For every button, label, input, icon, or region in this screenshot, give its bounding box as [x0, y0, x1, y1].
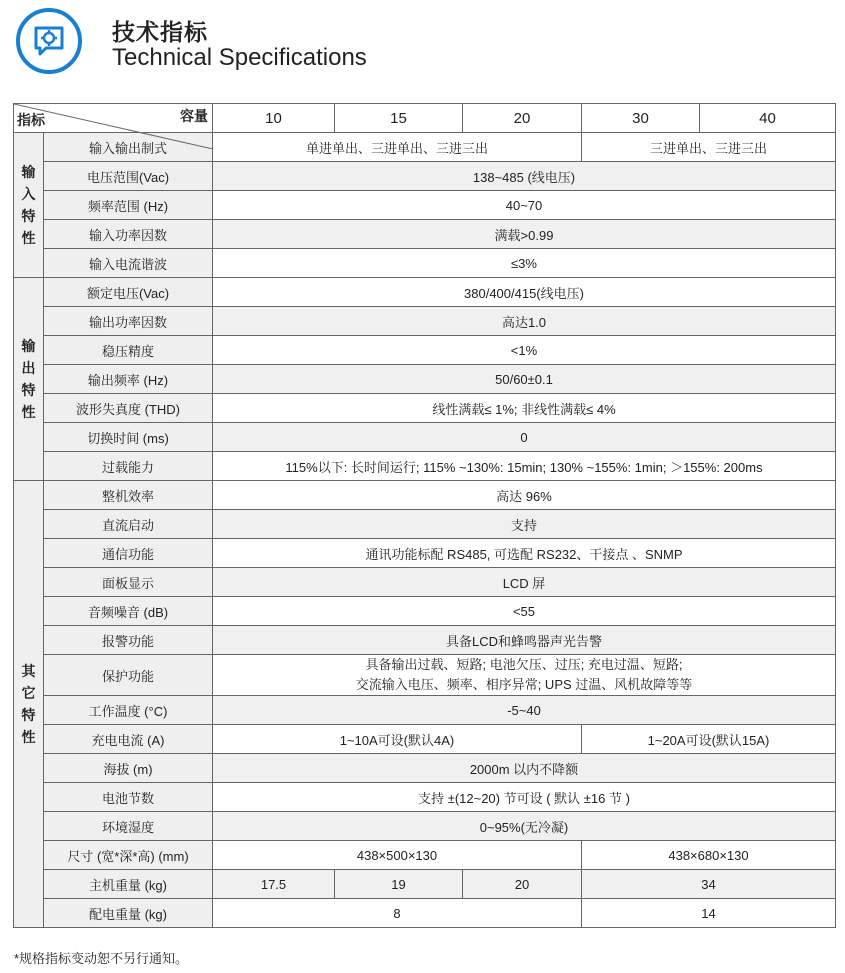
row-label: 额定电压(Vac) — [44, 278, 213, 307]
row-label: 输入功率因数 — [44, 220, 213, 249]
row-value: 支持 — [213, 510, 836, 539]
row-value: 线性满载≤ 1%; 非线性满载≤ 4% — [213, 394, 836, 423]
capacity-cell: 10 — [213, 104, 335, 133]
row-label: 充电电流 (A) — [44, 725, 213, 754]
row-value: 高达 96% — [213, 481, 836, 510]
group-input: 输 入 特 性 — [14, 133, 44, 278]
row-value: 438×680×130 — [582, 841, 836, 870]
indicator-header: 指标 — [17, 112, 45, 128]
table-header-row — [14, 104, 836, 133]
table-row — [14, 365, 836, 394]
row-label: 主机重量 (kg) — [44, 870, 213, 899]
row-label: 环境湿度 — [44, 812, 213, 841]
capacity-cell: 30 — [582, 104, 700, 133]
row-value: 1~10A可设(默认4A) — [213, 725, 582, 754]
row-value: 19 — [335, 870, 463, 899]
protection-line-2: 交流输入电压、频率、相序异常; UPS 过温、风机故障等等 — [355, 677, 693, 692]
row-label: 输入电流谐波 — [44, 249, 213, 278]
row-value: 三进单出、三进三出 — [582, 133, 836, 162]
row-label: 报警功能 — [44, 626, 213, 655]
table-row — [14, 278, 836, 307]
row-value: 1~20A可设(默认15A) — [582, 725, 836, 754]
row-value: 支持 ±(12~20) 节可设 ( 默认 ±16 节 ) — [213, 783, 836, 812]
table-row — [14, 899, 836, 928]
table-row — [14, 452, 836, 481]
capacity-header: 容量 — [180, 108, 208, 124]
row-value: <55 — [213, 597, 836, 626]
row-value: LCD 屏 — [213, 568, 836, 597]
row-value: 8 — [213, 899, 582, 928]
row-label: 面板显示 — [44, 568, 213, 597]
spec-table — [13, 103, 836, 928]
group-other: 其 它 特 性 — [14, 481, 44, 928]
row-label: 频率范围 (Hz) — [44, 191, 213, 220]
row-value: -5~40 — [213, 696, 836, 725]
table-row — [14, 655, 836, 696]
capacity-cell: 15 — [335, 104, 463, 133]
row-label: 输出频率 (Hz) — [44, 365, 213, 394]
page-title-cn: 技术指标 — [112, 19, 208, 45]
table-row — [14, 336, 836, 365]
row-value: 138~485 (线电压) — [213, 162, 836, 191]
row-label: 配电重量 (kg) — [44, 899, 213, 928]
table-row — [14, 841, 836, 870]
table-row — [14, 725, 836, 754]
row-label: 电池节数 — [44, 783, 213, 812]
table-row — [14, 220, 836, 249]
row-label: 通信功能 — [44, 539, 213, 568]
row-value: 34 — [582, 870, 836, 899]
row-label: 过载能力 — [44, 452, 213, 481]
row-value: 17.5 — [213, 870, 335, 899]
row-value: 2000m 以内不降额 — [213, 754, 836, 783]
row-value: ≤3% — [213, 249, 836, 278]
table-row — [14, 481, 836, 510]
row-value: 380/400/415(线电压) — [213, 278, 836, 307]
capacity-cell: 40 — [700, 104, 836, 133]
table-row — [14, 870, 836, 899]
row-label: 工作温度 (°C) — [44, 696, 213, 725]
table-row — [14, 597, 836, 626]
footnote: *规格指标变动恕不另行通知。 — [14, 951, 189, 966]
table-corner — [14, 104, 213, 133]
row-value-multiline — [213, 655, 836, 696]
table-row — [14, 626, 836, 655]
row-value: 0 — [213, 423, 836, 452]
table-row — [14, 783, 836, 812]
table-row — [14, 812, 836, 841]
row-label: 稳压精度 — [44, 336, 213, 365]
table-row — [14, 249, 836, 278]
row-label: 保护功能 — [44, 655, 213, 696]
row-label: 切换时间 (ms) — [44, 423, 213, 452]
row-value: 具备LCD和蜂鸣器声光告警 — [213, 626, 836, 655]
row-label: 整机效率 — [44, 481, 213, 510]
row-value: 20 — [463, 870, 582, 899]
row-label: 输入输出制式 — [44, 133, 213, 162]
row-label: 直流启动 — [44, 510, 213, 539]
row-value: 满载>0.99 — [213, 220, 836, 249]
table-row — [14, 568, 836, 597]
table-row — [14, 754, 836, 783]
row-label: 海拔 (m) — [44, 754, 213, 783]
row-value: 通讯功能标配 RS485, 可选配 RS232、干接点 、SNMP — [213, 539, 836, 568]
capacity-cell: 20 — [463, 104, 582, 133]
row-value: <1% — [213, 336, 836, 365]
row-value: 50/60±0.1 — [213, 365, 836, 394]
row-label: 波形失真度 (THD) — [44, 394, 213, 423]
row-value: 高达1.0 — [213, 307, 836, 336]
table-row — [14, 394, 836, 423]
row-label: 音频噪音 (dB) — [44, 597, 213, 626]
page-header — [12, 6, 832, 81]
row-label: 输出功率因数 — [44, 307, 213, 336]
table-row — [14, 307, 836, 336]
row-label: 尺寸 (宽*深*高) (mm) — [44, 841, 213, 870]
gear-icon — [16, 8, 82, 74]
table-row — [14, 510, 836, 539]
table-row — [14, 191, 836, 220]
row-label: 电压范围(Vac) — [44, 162, 213, 191]
row-value: 438×500×130 — [213, 841, 582, 870]
page-title-en: Technical Specifications — [112, 44, 367, 71]
row-value: 115%以下: 长时间运行; 115% ~130%: 15min; 130% ~155%: 1min; ＞155%: 200ms — [213, 452, 836, 481]
row-value: 40~70 — [213, 191, 836, 220]
table-row — [14, 162, 836, 191]
table-row — [14, 696, 836, 725]
row-value: 14 — [582, 899, 836, 928]
group-output: 输 出 特 性 — [14, 278, 44, 481]
table-row — [14, 539, 836, 568]
protection-line-1: 具备输出过载、短路; 电池欠压、过压; 充电过温、短路; — [365, 657, 683, 672]
table-row — [14, 423, 836, 452]
row-value: 单进单出、三进单出、三进三出 — [213, 133, 582, 162]
row-value: 0~95%(无冷凝) — [213, 812, 836, 841]
